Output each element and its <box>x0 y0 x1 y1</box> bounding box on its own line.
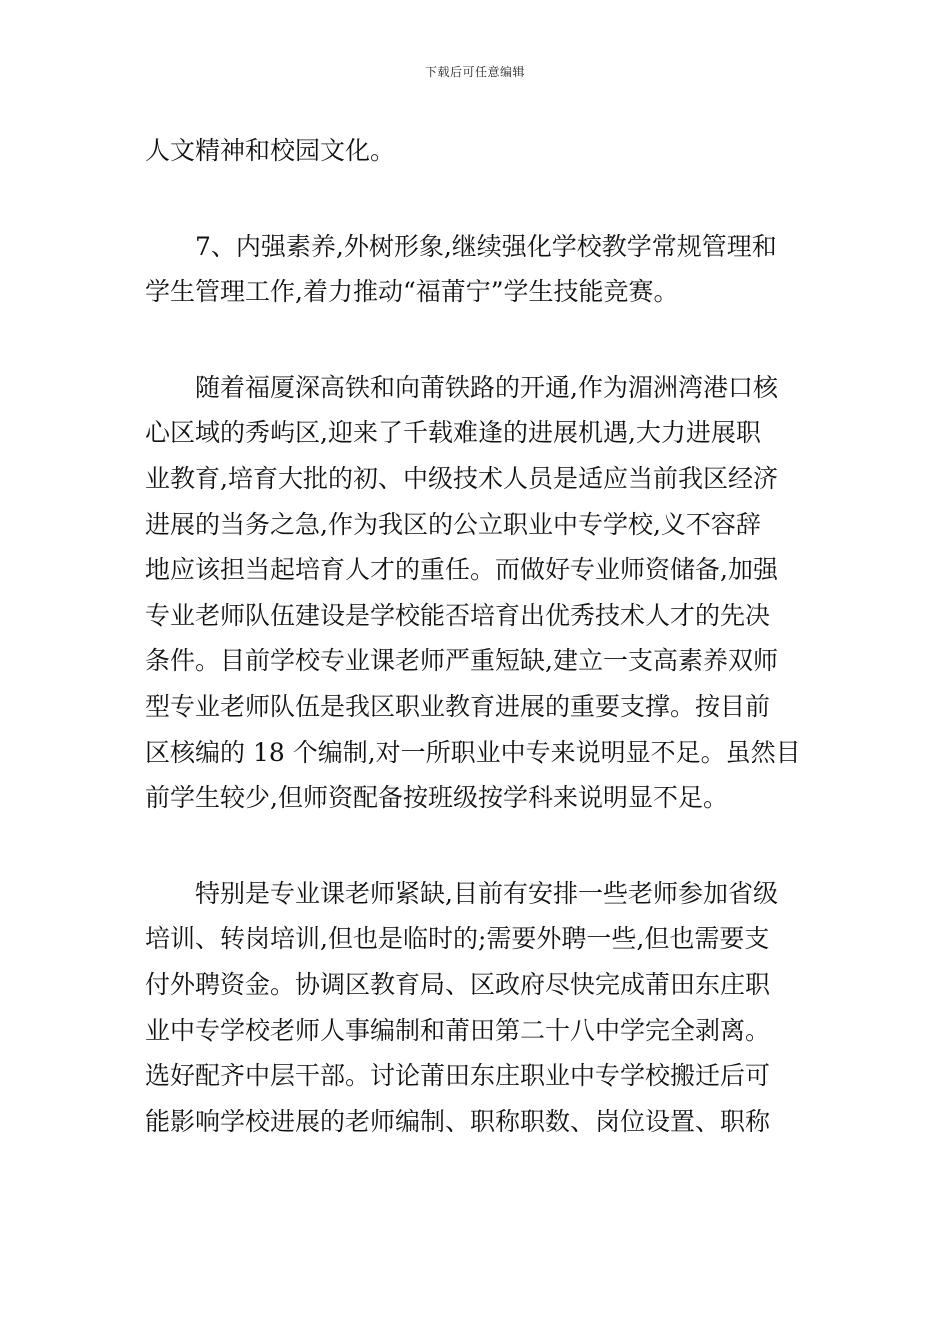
paragraph-3 <box>145 365 811 821</box>
text-line: 业教育,培育大批的初、中级技术人员是适应当前我区经济 <box>145 463 778 493</box>
text-line: 型专业老师队伍是我区职业教育进展的重要支撑。按目前 <box>145 691 771 721</box>
text-line: 专业老师队伍建设是学校能否培育出优秀技术人才的先决 <box>145 600 771 630</box>
page-header-note: 下载后可任意编辑 <box>424 65 525 79</box>
text-line: 能影响学校进展的老师编制、职称职数、岗位设置、职称 <box>145 1106 771 1136</box>
document-body <box>145 128 811 1144</box>
text-line: 7、内强素养,外树形象,继续强化学校教学常规管理和 <box>195 231 777 261</box>
text-line: 人文精神和校园文化。 <box>145 136 396 165</box>
paragraph-spacer <box>145 821 811 871</box>
paragraph-4 <box>145 871 811 1145</box>
text-line: 地应该担当起培育人才的重任。而做好专业师资储备,加强 <box>145 555 778 585</box>
text-line: 特别是专业课老师紧缺,目前有安排一些老师参加省级 <box>195 878 778 908</box>
text-line: 学生管理工作,着力推动“福莆宁”学生技能竞赛。 <box>145 277 679 307</box>
text-line: 培训、转岗培训,但也是临时的;需要外聘一些,但也需要支 <box>145 924 770 954</box>
text-line: 进展的当务之急,作为我区的公立职业中专学校,义不容辞 <box>145 509 761 539</box>
text-line: 前学生较少,但师资配备按班级按学科来说明显不足。 <box>145 783 728 813</box>
text-line: 选好配齐中层干部。讨论莆田东庄职业中专学校搬迁后可 <box>145 1061 771 1091</box>
text-line: 随着福厦深高铁和向莆铁路的开通,作为湄洲湾港口核 <box>195 372 778 402</box>
text-line: 业中专学校老师人事编制和莆田第二十八中学完全剥离。 <box>145 1015 771 1045</box>
text-line: 区核编的 18 个编制,对一所职业中专来说明显不足。虽然目 <box>145 737 801 767</box>
text-line: 付外聘资金。协调区教育局、区政府尽快完成莆田东庄职 <box>145 969 771 999</box>
text-line: 心区域的秀屿区,迎来了千载难逢的进展机遇,大力进展职 <box>145 418 761 448</box>
paragraph-spacer <box>145 315 811 365</box>
paragraph-2 <box>145 224 811 315</box>
text-line: 条件。目前学校专业课老师严重短缺,建立一支高素养双师 <box>145 646 778 676</box>
paragraph-1 <box>145 128 811 174</box>
paragraph-spacer <box>145 174 811 224</box>
